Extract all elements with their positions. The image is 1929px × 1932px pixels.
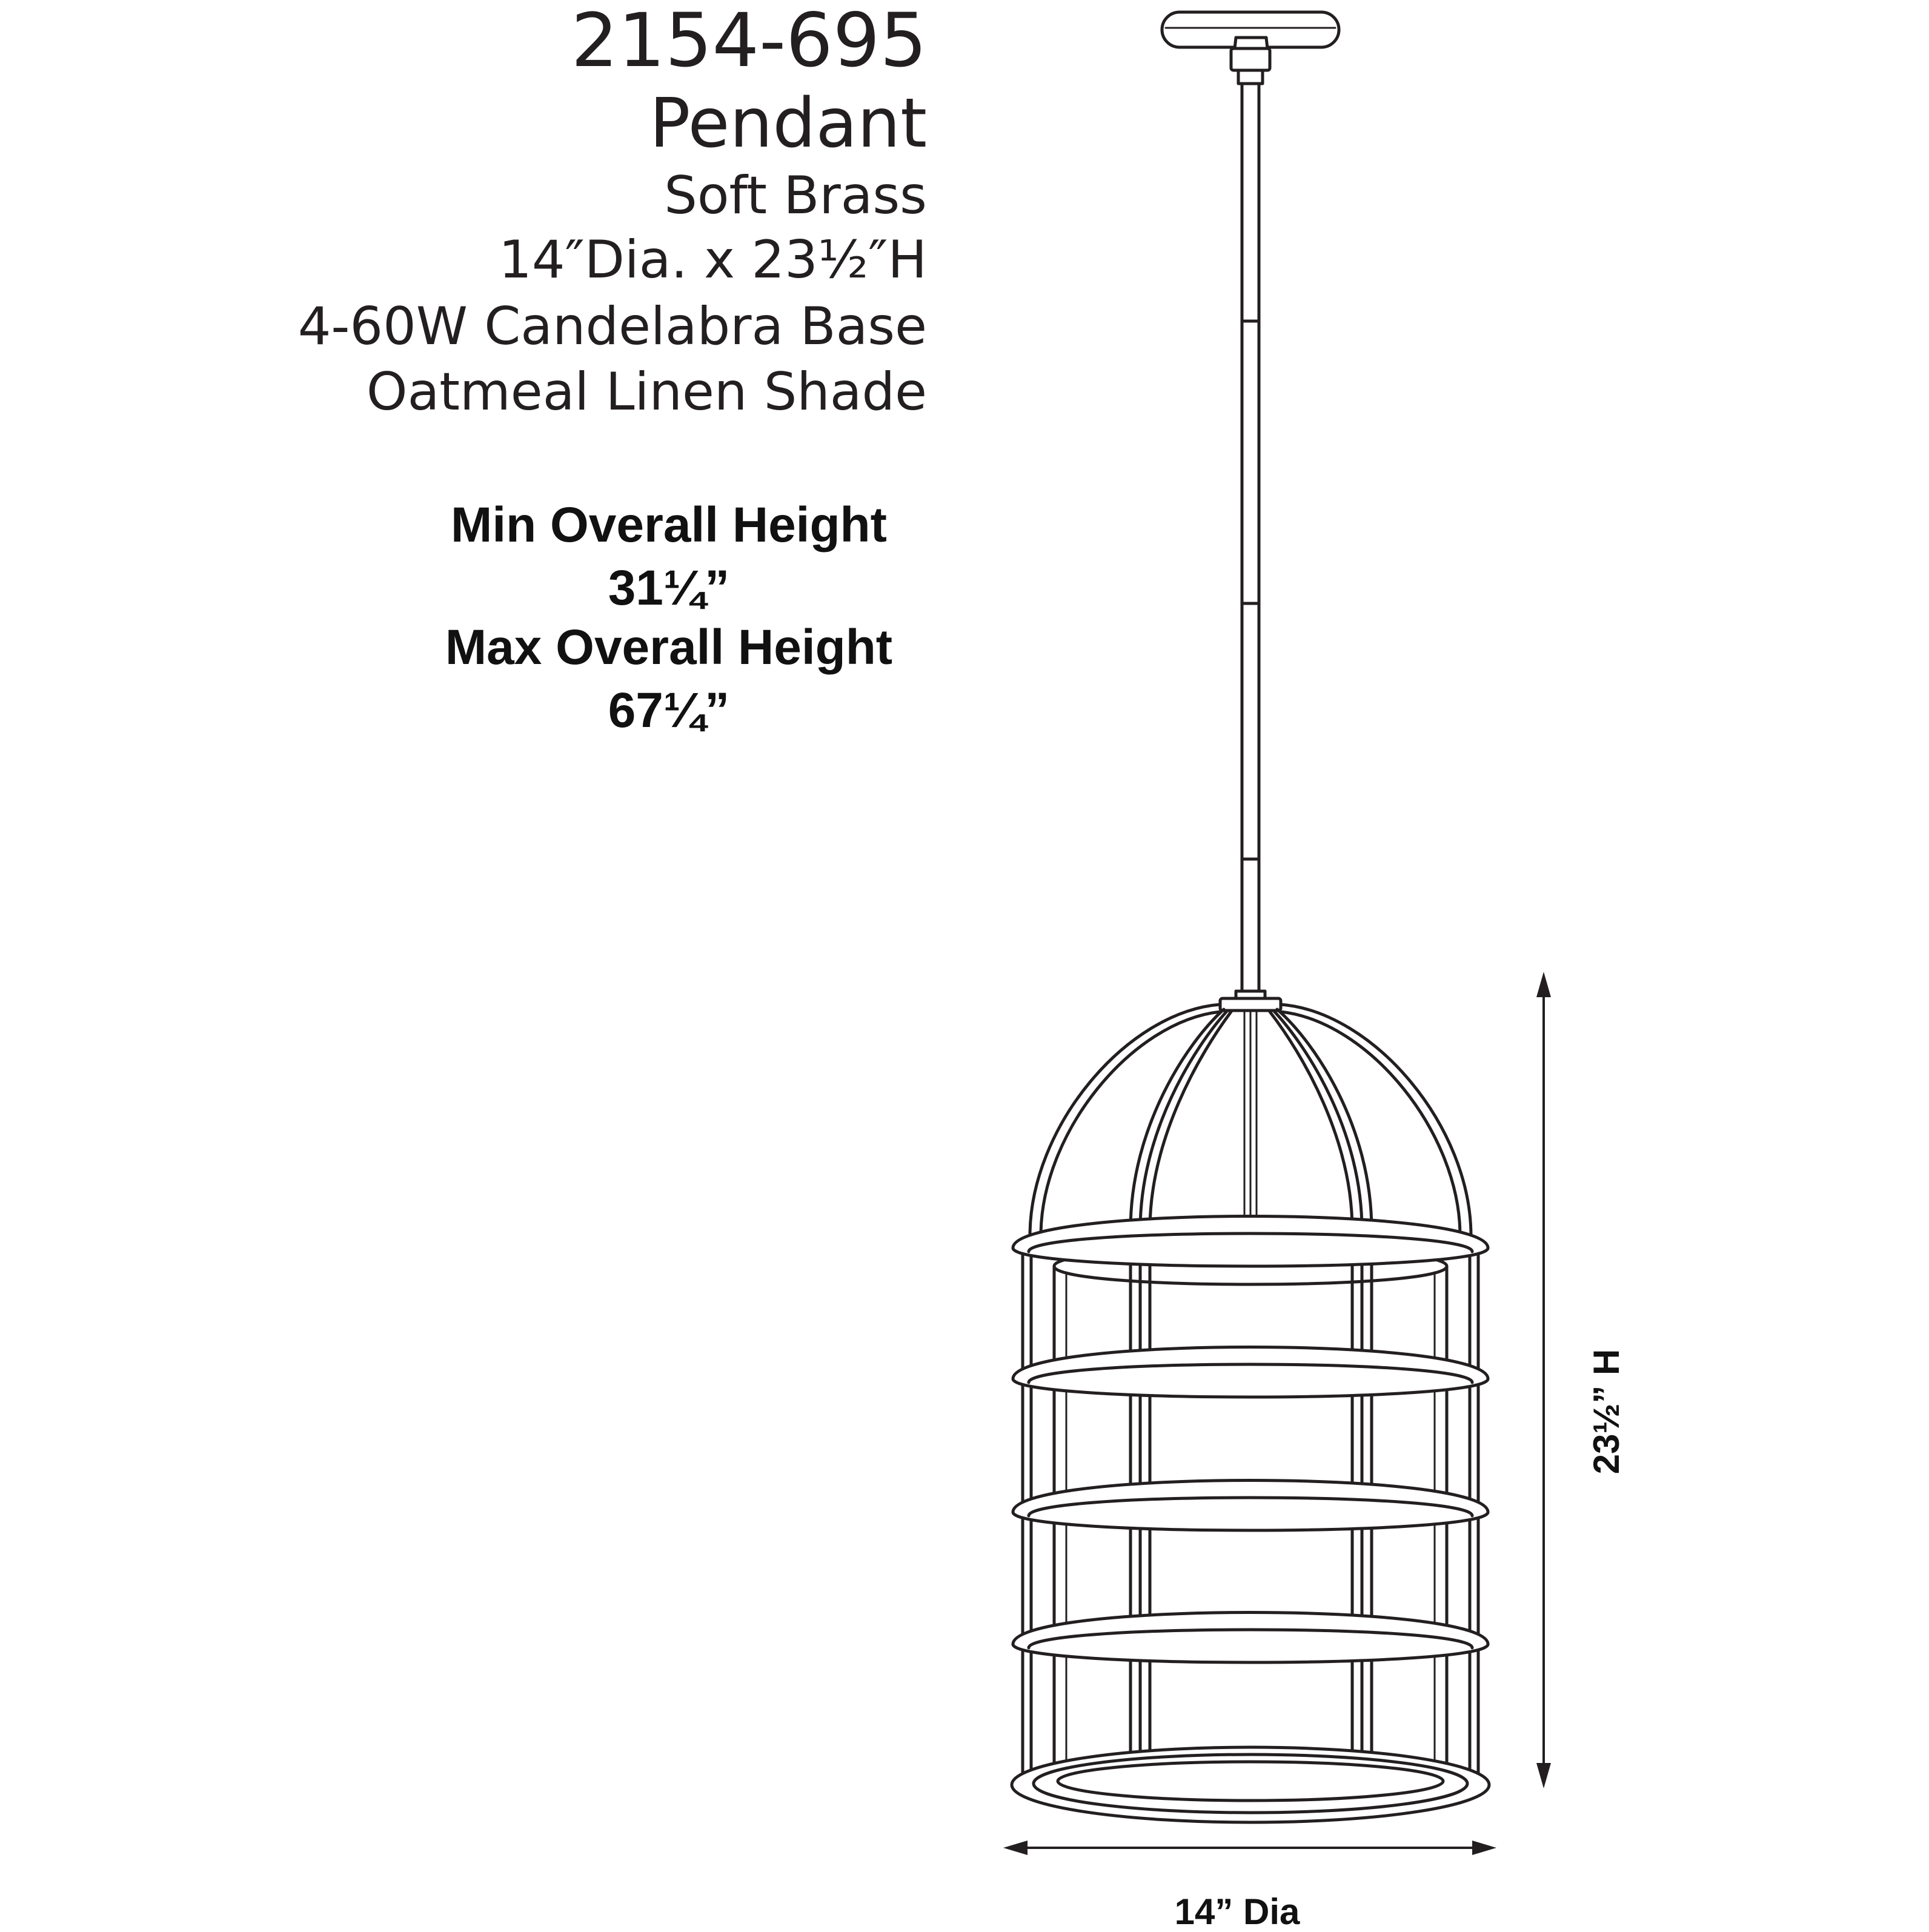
dimensions-text: 14″Dia. x 23½″H xyxy=(499,230,927,290)
shade-text: Oatmeal Linen Shade xyxy=(366,362,927,422)
diameter-dimension-label: 14” Dia xyxy=(1174,1891,1300,1932)
downrod xyxy=(1242,84,1259,1226)
finish-text: Soft Brass xyxy=(664,165,927,226)
arrow-right-icon xyxy=(1472,1841,1496,1855)
model-number: 2154-695 xyxy=(571,0,927,84)
min-height-label: Min Overall Height xyxy=(451,497,887,553)
arrow-up-icon xyxy=(1536,972,1551,997)
arrow-down-icon xyxy=(1536,1763,1551,1788)
ring-1 xyxy=(1013,1217,1488,1267)
max-height-value: 67¼” xyxy=(608,683,730,738)
bulb-spec-text: 4-60W Candelabra Base xyxy=(297,296,927,357)
hub xyxy=(1220,991,1281,1011)
arrow-left-icon xyxy=(1003,1841,1028,1855)
height-dimension-label: 23½” H xyxy=(1586,1349,1627,1475)
ring-4 xyxy=(1013,1613,1488,1663)
bottom-ring xyxy=(1012,1747,1489,1822)
ring-3 xyxy=(1013,1481,1488,1531)
canopy xyxy=(1162,12,1339,84)
product-type: Pendant xyxy=(649,84,927,163)
ring-2 xyxy=(1013,1347,1488,1398)
min-height-value: 31¼” xyxy=(608,560,730,616)
max-height-label: Max Overall Height xyxy=(445,620,893,675)
